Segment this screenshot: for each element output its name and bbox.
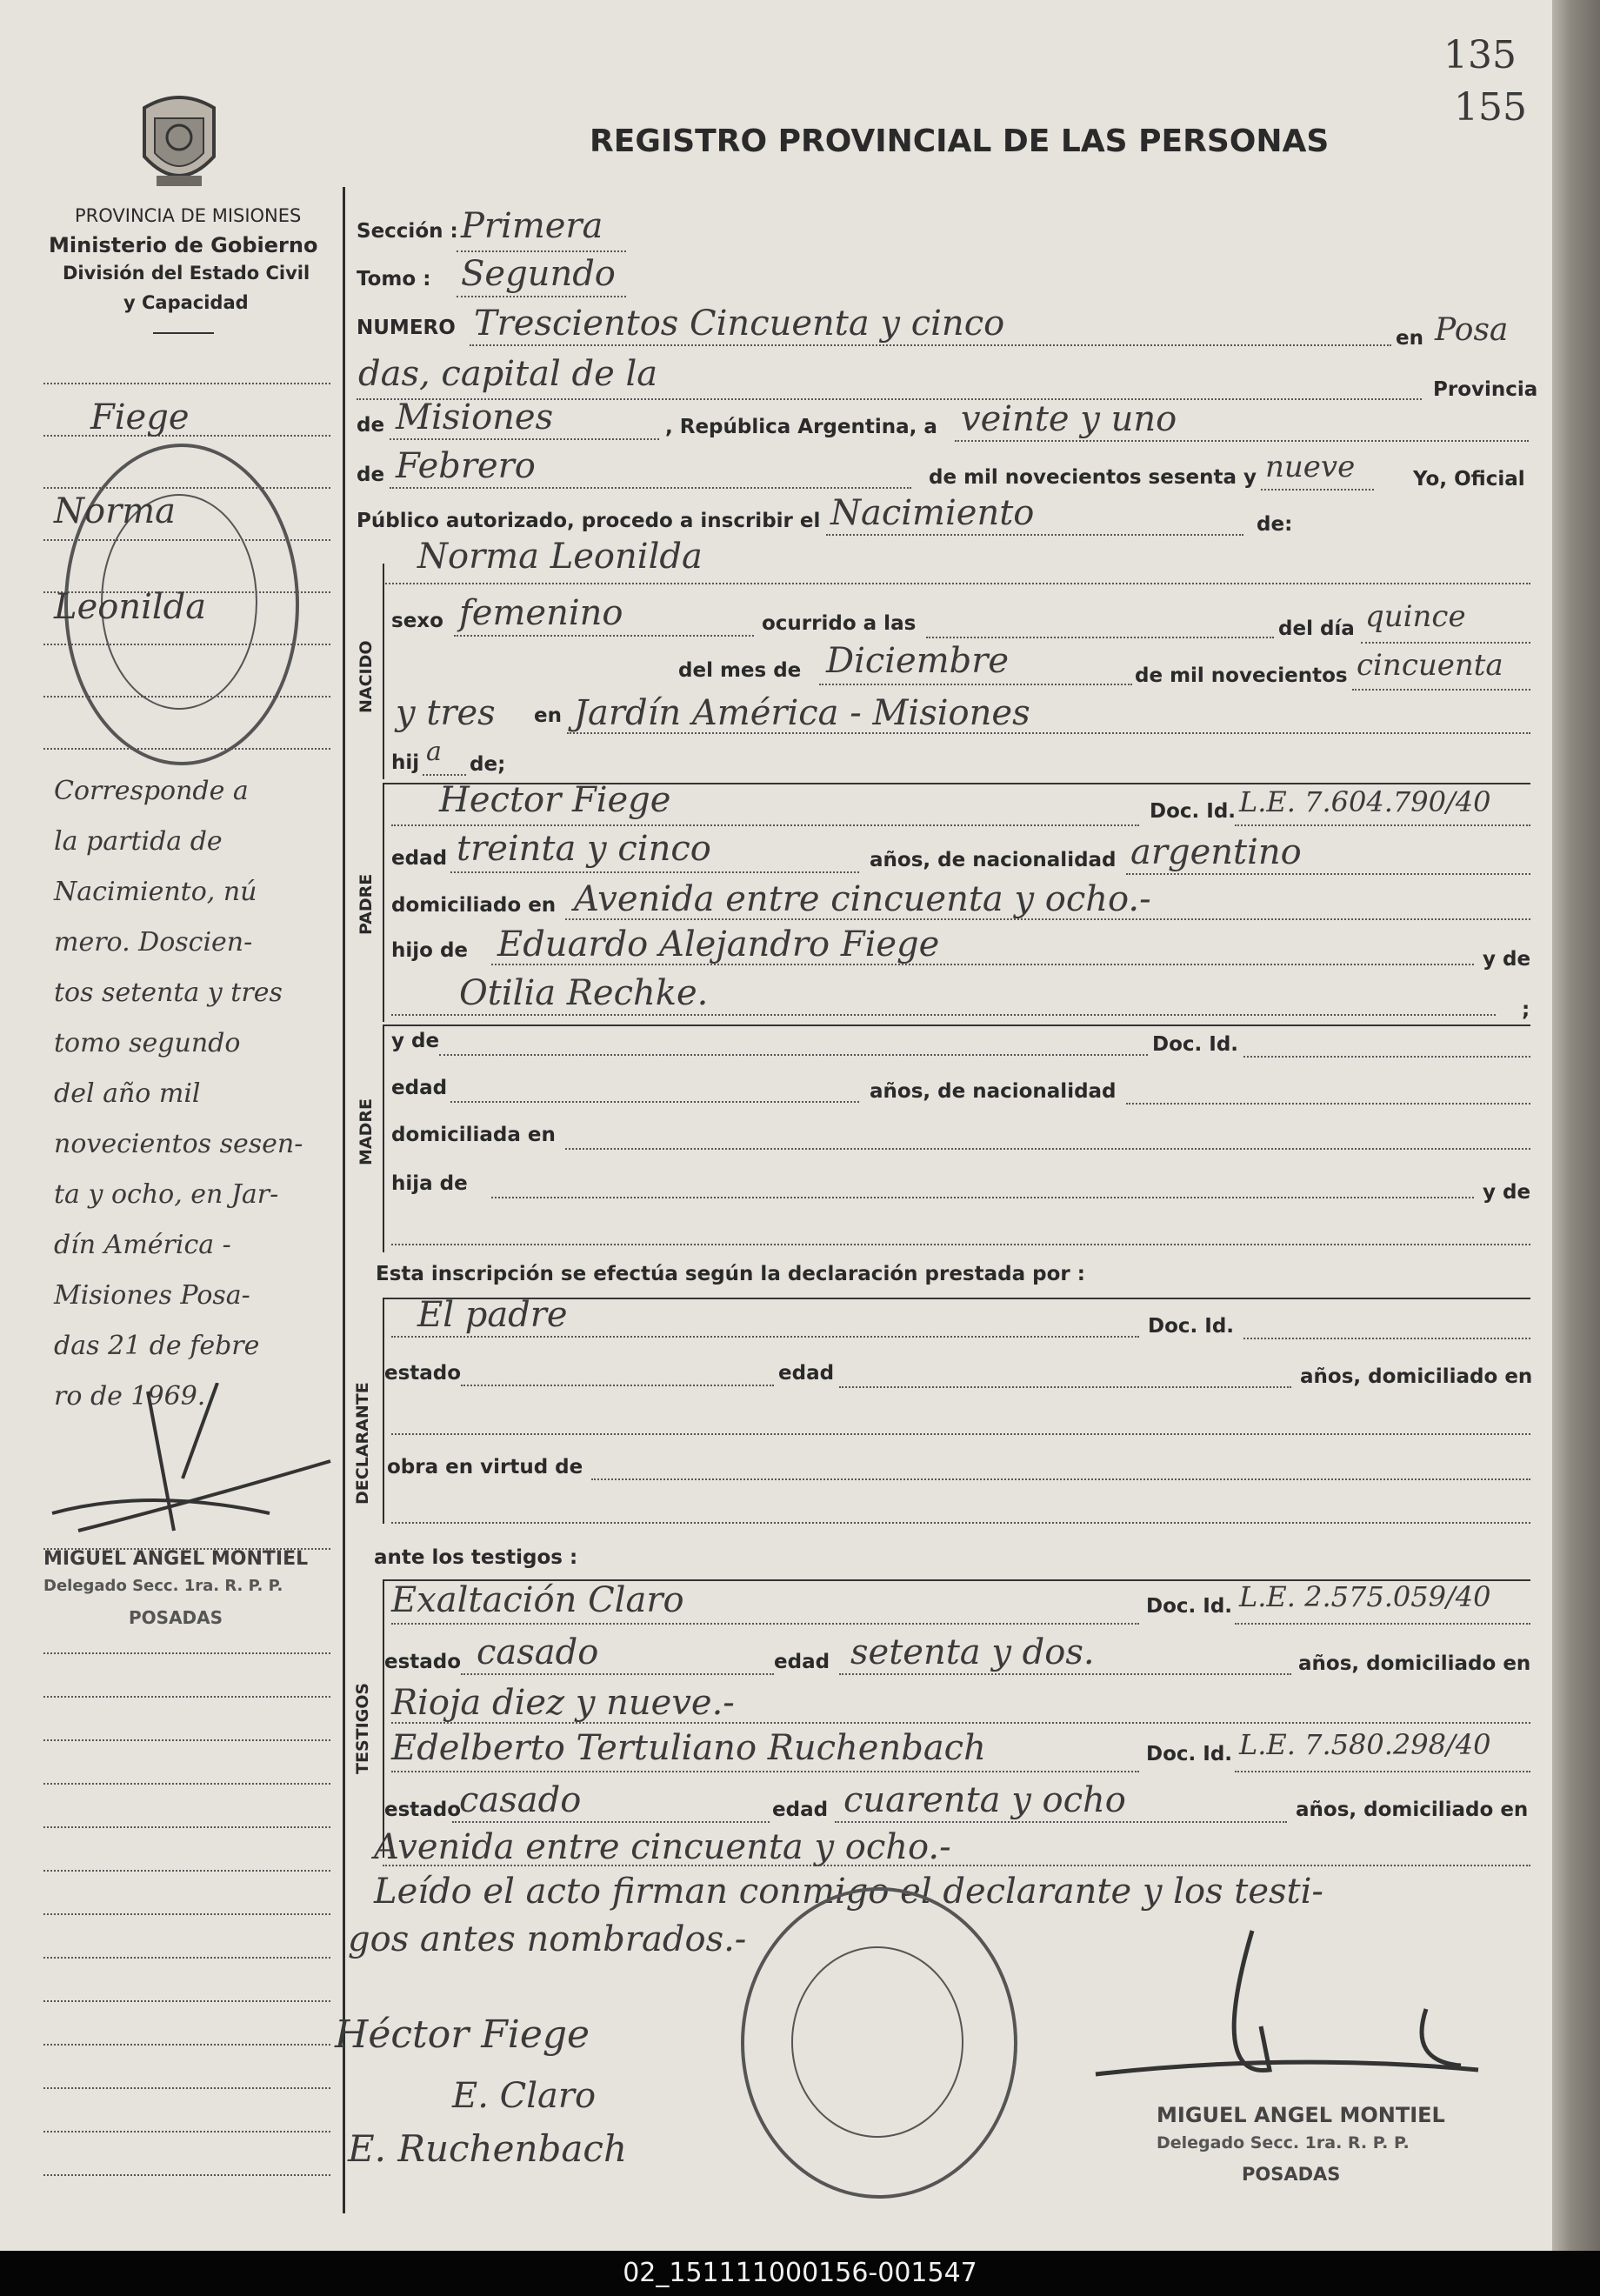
madre-nac-line xyxy=(1126,1103,1530,1105)
testigo2-doc-line xyxy=(1235,1771,1530,1772)
declarante-bracket xyxy=(383,1298,384,1524)
official-stamp-role: Delegado Secc. 1ra. R. P. P. xyxy=(1157,2133,1410,2152)
margin-note-line: tos setenta y tres xyxy=(54,978,283,1008)
acto-line xyxy=(826,534,1243,536)
de-label: de xyxy=(357,414,385,437)
testigo2-doc-value: L.E. 7.580.298/40 xyxy=(1239,1728,1491,1761)
testigo1-edad-label: edad xyxy=(774,1651,830,1673)
margin-note-line: ta y ocho, en Jar- xyxy=(54,1179,279,1210)
margin-line xyxy=(43,2087,330,2089)
testigo1-edad-line xyxy=(839,1673,1291,1675)
margin-note-line: tomo segundo xyxy=(54,1028,241,1058)
margin-note-line: Nacimiento, nú xyxy=(54,877,257,907)
signature-3: E. Ruchenbach xyxy=(348,2127,628,2170)
en-value: Posa xyxy=(1435,312,1509,348)
padre-y-de-label: y de xyxy=(1483,948,1531,971)
mes-line xyxy=(390,487,911,489)
margin-note-line: Corresponde a xyxy=(54,776,249,806)
margin-line xyxy=(43,1913,330,1915)
padre-doc-value: L.E. 7.604.790/40 xyxy=(1239,785,1491,818)
testigo1-line xyxy=(391,1623,1139,1625)
margin-line xyxy=(43,1739,330,1741)
margin-given-2: Leonilda xyxy=(54,587,207,627)
ano-nac-1-value: cincuenta xyxy=(1357,648,1503,683)
closing-line-2: gos antes nombrados.- xyxy=(348,1919,747,1959)
madre-edad-label: edad xyxy=(391,1077,448,1099)
en-nac-label: en xyxy=(534,704,562,727)
de2-label: de xyxy=(357,464,385,486)
testigo2-dom-value: Avenida entre cincuenta y ocho.- xyxy=(374,1827,951,1867)
margin-line xyxy=(43,1783,330,1785)
agency-line-4: y Capacidad xyxy=(123,292,249,313)
tomo-label: Tomo : xyxy=(357,268,431,290)
padre-nombre-value: Hector Fiege xyxy=(439,780,671,820)
padre-semicolon: ; xyxy=(1522,998,1530,1021)
testigo1-doc-line xyxy=(1235,1623,1530,1625)
signature-1: Héctor Fiege xyxy=(335,2012,590,2057)
mes-nac-line xyxy=(819,684,1132,685)
sexo-value: femenino xyxy=(459,593,623,633)
testigo2-estado-label: estado xyxy=(384,1799,462,1821)
signature-2: E. Claro xyxy=(452,2076,597,2116)
testigo2-edad-label: edad xyxy=(772,1799,829,1821)
declarante-doc-line xyxy=(1243,1338,1530,1339)
margin-note-line: novecientos sesen- xyxy=(54,1129,303,1159)
sexo-label: sexo xyxy=(391,610,443,632)
seccion-label: Sección : xyxy=(357,220,458,243)
padre-anos-label: años, de nacionalidad xyxy=(870,849,1117,871)
margin-line xyxy=(43,1826,330,1828)
tomo-line xyxy=(457,296,626,297)
official-signature xyxy=(1078,1922,1487,2096)
yo-oficial-label: Yo, Oficial xyxy=(1413,468,1525,491)
dia-nac-value: quince xyxy=(1365,599,1466,634)
obra-label: obra en virtud de xyxy=(387,1456,583,1478)
padre-dom-label: domiciliado en xyxy=(391,894,557,917)
ocurrido-label: ocurrido a las xyxy=(762,612,917,635)
madre-dom-line xyxy=(565,1148,1530,1150)
madre-dom-label: domiciliada en xyxy=(391,1124,556,1146)
margin-note-line: ro de 1969. xyxy=(54,1381,206,1412)
de-semi-label: de; xyxy=(470,753,506,776)
madre-hija-label: hija de xyxy=(391,1172,468,1195)
hij-label: hij xyxy=(391,751,420,774)
padre-madre-line xyxy=(391,1014,1496,1016)
ano-line xyxy=(1261,489,1374,491)
madre-doc-line xyxy=(1243,1056,1530,1058)
obra-line-2 xyxy=(391,1522,1530,1524)
del-dia-label: del día xyxy=(1278,617,1355,640)
margin-divider xyxy=(343,187,345,2213)
padre-hijo-label: hijo de xyxy=(391,939,469,962)
padre-edad-value: treinta y cinco xyxy=(457,829,711,869)
numero-line xyxy=(470,344,1391,346)
padre-nombre-line xyxy=(391,824,1139,826)
madre-top xyxy=(383,1025,1530,1026)
ano-nac-line xyxy=(1352,689,1530,691)
madre-y-de-label: y de xyxy=(391,1030,440,1052)
lugar-nac-value: Jardín América - Misiones xyxy=(574,693,1030,733)
dia-nac-line xyxy=(1361,642,1530,644)
official-stamp-city: POSADAS xyxy=(1242,2164,1341,2185)
declarante-line xyxy=(391,1336,1139,1338)
margin-line xyxy=(43,1870,330,1872)
publico-label: Público autorizado, procedo a inscribir el xyxy=(357,510,821,532)
testigo1-estado-label: estado xyxy=(384,1651,462,1673)
declarante-anos-label: años, domiciliado en xyxy=(1300,1365,1533,1388)
margin-line xyxy=(43,383,330,384)
mil-nov-label: de mil novecientos xyxy=(1135,664,1348,687)
margin-line xyxy=(43,2174,330,2176)
padre-nac-line xyxy=(1126,873,1530,875)
lugar-nac-line xyxy=(567,732,1530,734)
margin-note-line: Misiones Posa- xyxy=(54,1280,250,1311)
declarante-dom-line xyxy=(391,1433,1530,1435)
padre-hijo-value: Eduardo Alejandro Fiege xyxy=(497,924,940,964)
madre-extra-line xyxy=(391,1244,1530,1245)
provincia-label: Provincia xyxy=(1433,378,1538,401)
testigo2-doc-label: Doc. Id. xyxy=(1146,1743,1233,1765)
closing-line-1: Leído el acto firman conmigo el declarante y los testi- xyxy=(374,1872,1323,1912)
testigo1-anos-label: años, domiciliado en xyxy=(1298,1652,1531,1675)
padre-nac-value: argentino xyxy=(1130,832,1302,872)
madre-anos-label: años, de nacionalidad xyxy=(870,1080,1117,1103)
margin-line xyxy=(43,1652,330,1654)
seccion-line xyxy=(457,250,626,252)
testigo1-dom-value: Rioja diez y nueve.- xyxy=(391,1683,735,1723)
hora-line xyxy=(926,637,1274,638)
testigo1-estado-line xyxy=(461,1673,774,1675)
testigo1-edad-value: setenta y dos. xyxy=(850,1632,1095,1672)
acto-value: Nacimiento xyxy=(830,493,1035,533)
padre-dom-value: Avenida entre cincuenta y ocho.- xyxy=(574,879,1151,919)
testigo1-doc-value: L.E. 2.575.059/40 xyxy=(1239,1580,1491,1613)
agency-line-2: Ministerio de Gobierno xyxy=(49,233,318,257)
mes-value: Febrero xyxy=(396,446,536,486)
nombre-line xyxy=(383,583,1530,584)
margin-note-line: mero. Doscien- xyxy=(54,927,253,958)
padre-dom-line xyxy=(565,918,1530,920)
madre-doc-label: Doc. Id. xyxy=(1152,1033,1239,1056)
page-number-top: 135 xyxy=(1443,33,1517,77)
obra-line xyxy=(591,1478,1530,1480)
testigo1-value: Exaltación Claro xyxy=(391,1580,684,1620)
declarante-edad-label: edad xyxy=(778,1362,835,1385)
section-madre: MADRE xyxy=(357,1098,376,1165)
provincia-line xyxy=(390,438,659,440)
padre-doc-line xyxy=(1235,824,1530,826)
provincia-value: Misiones xyxy=(396,397,554,437)
testigo2-estado-line xyxy=(452,1821,770,1823)
margin-note-line: del año mil xyxy=(54,1078,201,1109)
madre-edad-line xyxy=(450,1101,859,1103)
testigo2-edad-line xyxy=(835,1821,1287,1823)
declarante-edad-line xyxy=(839,1386,1291,1388)
margin-note-line: das 21 de febre xyxy=(54,1331,260,1361)
official-stamp-name: MIGUEL ANGEL MONTIEL xyxy=(1157,2103,1445,2127)
padre-doc-label: Doc. Id. xyxy=(1150,800,1237,823)
testigos-label: ante los testigos : xyxy=(374,1546,578,1569)
testigo2-value: Edelberto Tertuliano Ruchenbach xyxy=(391,1728,986,1768)
document-title: REGISTRO PROVINCIAL DE LAS PERSONAS xyxy=(590,123,1330,159)
nombre-value: Norma Leonilda xyxy=(417,537,703,577)
hij-line xyxy=(423,774,466,776)
province-emblem xyxy=(137,92,221,195)
numero-label: NUMERO xyxy=(357,317,456,339)
declarante-value: El padre xyxy=(417,1295,568,1335)
numero-value: Trescientos Cincuenta y cinco xyxy=(474,304,1005,344)
page-number-bottom: 155 xyxy=(1454,85,1527,130)
declarante-estado-line xyxy=(461,1385,774,1386)
dia-line xyxy=(955,440,1529,442)
agency-line-3: División del Estado Civil xyxy=(63,263,310,284)
hij-value: a xyxy=(426,737,442,767)
madre-hija-line xyxy=(491,1197,1474,1198)
tomo-value: Segundo xyxy=(461,254,616,294)
paper-edge xyxy=(1552,0,1600,2251)
image-id-caption: 02_151111000156-001547 xyxy=(0,2251,1600,2296)
testigo2-line xyxy=(391,1771,1139,1772)
margin-surname: Fiege xyxy=(90,397,190,437)
padre-hijo-line xyxy=(491,964,1474,965)
testigo2-dom-line xyxy=(383,1865,1530,1866)
agency-line-1: PROVINCIA DE MISIONES xyxy=(75,205,302,226)
margin-line xyxy=(43,1696,330,1698)
testigo2-edad-value: cuarenta y ocho xyxy=(843,1780,1126,1820)
testigo1-estado-value: casado xyxy=(477,1632,599,1672)
padre-madre-value: Otilia Rechke. xyxy=(459,973,709,1013)
margin-given-1: Norma xyxy=(54,491,176,531)
seccion-value: Primera xyxy=(461,206,603,246)
margin-note-line: dín América - xyxy=(54,1230,231,1260)
nacido-bracket xyxy=(383,564,384,779)
del-mes-label: del mes de xyxy=(678,659,802,682)
margin-stamp-role: Delegado Secc. 1ra. R. P. P. xyxy=(43,1577,283,1595)
madre-nombre-line xyxy=(439,1054,1148,1056)
padre-bracket xyxy=(383,783,384,1022)
testigo1-dom-line xyxy=(391,1722,1530,1724)
margin-line xyxy=(43,1957,330,1959)
dia-value: veinte y uno xyxy=(961,399,1177,439)
declarante-doc-label: Doc. Id. xyxy=(1148,1315,1235,1338)
section-testigos: TESTIGOS xyxy=(353,1682,372,1774)
agency-divider xyxy=(153,332,214,334)
ano-value: nueve xyxy=(1265,450,1356,484)
madre-bracket xyxy=(383,1025,384,1252)
margin-note-line: la partida de xyxy=(54,826,223,857)
mes-nac-value: Diciembre xyxy=(826,641,1010,681)
madre-y-de-2-label: y de xyxy=(1483,1181,1531,1204)
sexo-line xyxy=(454,635,754,637)
margin-line xyxy=(43,2044,330,2046)
margin-line xyxy=(43,2000,330,2002)
official-stamp-inner xyxy=(791,1946,963,2138)
de-colon-label: de: xyxy=(1257,513,1293,536)
republica-label: , República Argentina, a xyxy=(665,416,937,438)
section-declarante: DECLARANTE xyxy=(353,1382,372,1505)
declarante-estado-label: estado xyxy=(384,1362,462,1385)
margin-line xyxy=(43,2131,330,2132)
inscripcion-label: Esta inscripción se efectúa según la declaración prestada por : xyxy=(376,1263,1085,1285)
testigo2-estado-value: casado xyxy=(459,1780,582,1820)
padre-edad-label: edad xyxy=(391,847,448,870)
testigo1-doc-label: Doc. Id. xyxy=(1146,1595,1233,1618)
lugar-value: das, capital de la xyxy=(358,354,658,394)
ano-nac-2-value: y tres xyxy=(396,693,496,733)
margin-signature xyxy=(43,1383,339,1548)
mil-sesenta-label: de mil novecientos sesenta y xyxy=(929,466,1257,489)
margin-stamp-city: POSADAS xyxy=(129,1607,223,1628)
padre-edad-line xyxy=(450,871,859,873)
section-padre: PADRE xyxy=(357,873,376,935)
margin-stamp-name: MIGUEL ANGEL MONTIEL xyxy=(43,1548,309,1570)
section-nacido: NACIDO xyxy=(357,640,376,713)
testigo2-anos-label: años, domiciliado en xyxy=(1296,1799,1529,1821)
en-label: en xyxy=(1396,327,1423,350)
